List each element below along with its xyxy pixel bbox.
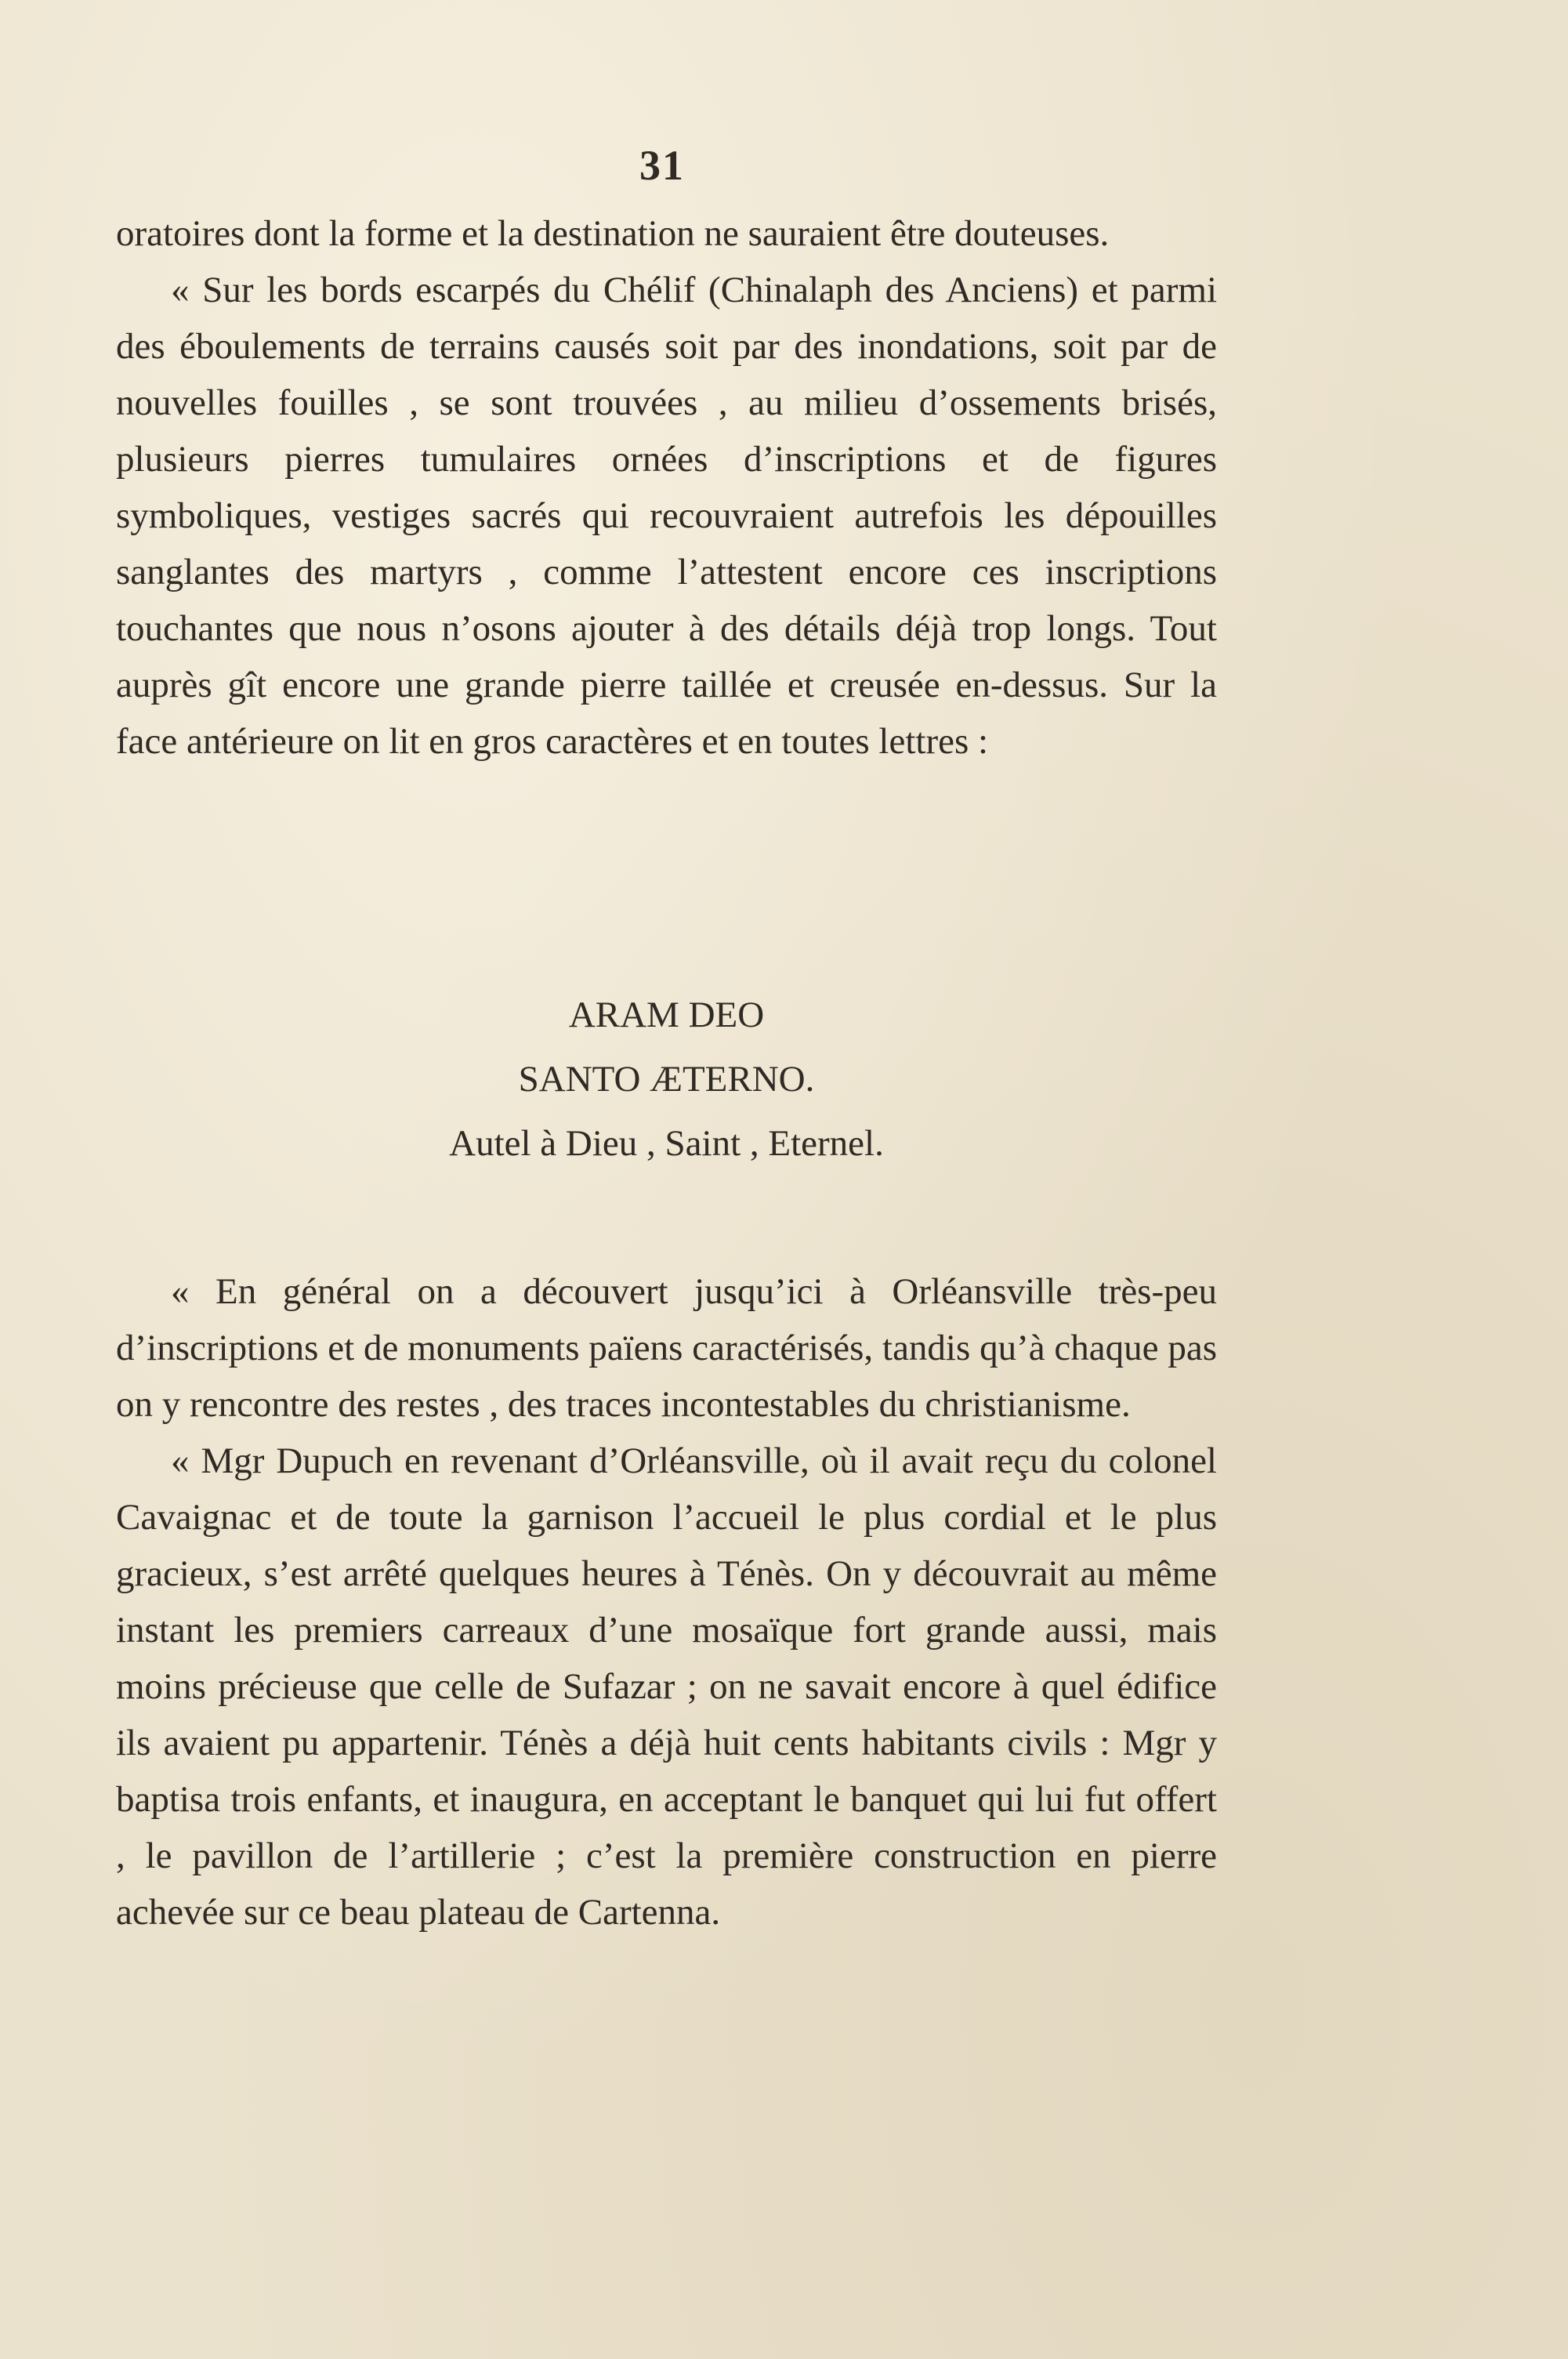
paragraph-dupuch: « Mgr Dupuch en revenant d’Orléansville, où il avait reçu du colonel Cavaignac et de toute la garnison l’accueil le plus cordial et le plus gracieux, s’est arrêté quelques heures à Ténès. On y découvrait au même instant les premiers carreaux d’une mosaïque fort grande aussi, mais moins précieuse que celle de Sufazar ; on ne savait encore à quel édifice ils avaient pu appartenir. Ténès a déjà huit cents habitants civils : Mgr y baptisa trois enfants, et inaugura, en acceptant le banquet qui lui fut offert , le pavillon de l’artillerie ; c’est la première construction en pierre achevée sur ce beau plateau de Cartenna.	[116, 1440, 1217, 1933]
page-number: 31	[639, 142, 685, 189]
paragraph-chelif: « Sur les bords escarpés du Chélif (Chinalaph des Anciens) et parmi des éboulements de terrains causés soit par des inondations, soit par de nouvelles fouilles , se sont trouvées , au milieu d’ossements brisés, plusieurs pierres tumulaires ornées d’inscriptions et de figures symboliques, vestiges sacrés qui recouvraient autrefois les dépouilles sanglantes des martyrs , comme l’attestent encore ces inscriptions touchantes que nous n’osons ajouter à des détails déjà trop longs. Tout auprès gît encore une grande pierre taillée et creusée en-dessus. Sur la face antérieure on lit en gros caractères et en toutes lettres :	[116, 270, 1217, 762]
inscription-translation: Autel à Dieu , Saint , Eternel.	[449, 1123, 884, 1164]
text-block-top	[116, 205, 1217, 770]
paragraph-orleansville: « En général on a découvert jusqu’ici à Orléansville très-peu d’inscriptions et de monuments païens caractérisés, tandis qu’à chaque pas on y rencontre des restes , des traces incontestables du christianisme.	[116, 1271, 1217, 1425]
text-block-bottom	[116, 1263, 1217, 1940]
inscription-line-2: SANTO ÆTERNO.	[518, 1059, 815, 1100]
paragraph-oratoires: oratoires dont la forme et la destination ne sauraient être douteuses.	[116, 213, 1110, 254]
inscription-line-1: ARAM DEO	[568, 995, 765, 1035]
